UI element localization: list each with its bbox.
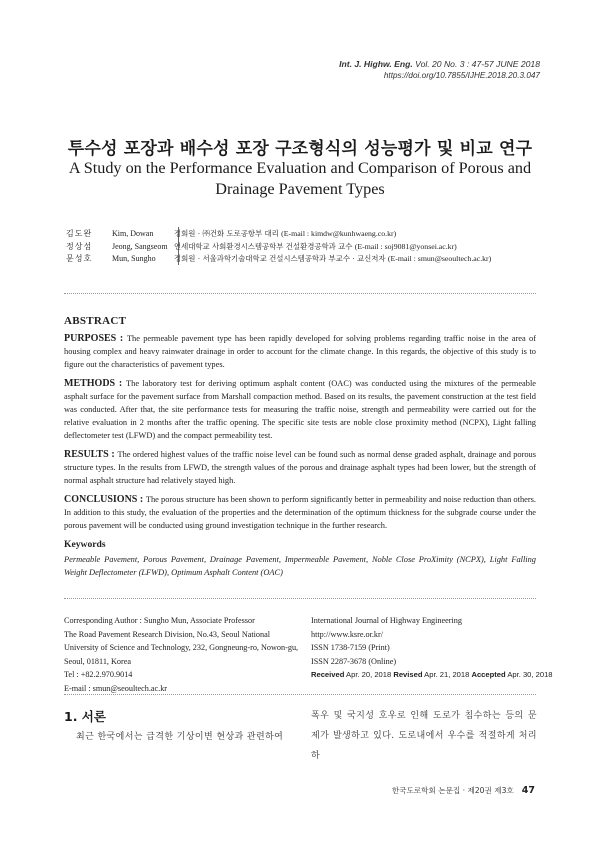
purposes-label: PURPOSES : — [64, 333, 127, 344]
author-affiliation — [168, 241, 457, 254]
author-row — [66, 241, 491, 254]
methods-paragraph — [64, 377, 536, 442]
correspondence-line: The Road Pavement Research Division, No.43, Seoul National — [64, 629, 271, 639]
korean-title: 투수성 포장과 배수성 포장 구조형식의 성능평가 및 비교 연구 — [67, 139, 533, 159]
correspondence-line: Tel : +82.2.970.9014 — [64, 670, 133, 679]
author-name-english: Mun, Sungho — [112, 254, 156, 263]
doi-link[interactable]: https://doi.org/10.7855/IJHE.2018.20.3.047 — [383, 71, 540, 80]
methods-label: METHODS : — [64, 378, 127, 389]
english-title: A Study on the Performance Evaluation and Comparison of Porous and Drainage Pavement Types — [68, 159, 532, 198]
revised-label: Revised — [393, 670, 423, 679]
purposes-text: The permeable pavement type has been rapidly developed for solving problems regarding traffic noise in the area of housing complex and heavy rainwater drainage in order to account for the climate change. In this regards, the objective of this study is to figure out the characteristics of pavement types. — [64, 334, 537, 369]
journal-name: International Journal of Highway Engineering — [311, 616, 462, 625]
correspondence-info — [64, 614, 304, 695]
author-affiliation — [168, 228, 396, 241]
author-affiliation — [168, 253, 491, 266]
purposes-paragraph — [64, 332, 536, 371]
issn-print: ISSN 1738-7159 (Print) — [311, 643, 390, 652]
divider-bottom — [64, 694, 536, 695]
author-name-korean: 정상섬 — [66, 241, 93, 251]
submission-dates — [311, 668, 551, 682]
journal-abbreviation: Int. J. Highw. Eng. — [339, 59, 413, 69]
correspondence-line: Corresponding Author : Sungho Mun, Associate Professor — [64, 616, 255, 625]
volume-info: Vol. 20 No. 3 : 47-57 JUNE 2018 — [415, 59, 540, 69]
author-email[interactable]: (E-mail : smun@seoultech.ac.kr) — [387, 254, 492, 263]
author-email[interactable]: (E-mail : kimdw@kunhwaeng.co.kr) — [281, 229, 397, 238]
keywords-heading: Keywords — [64, 539, 106, 550]
divider-top — [64, 293, 536, 294]
journal-url[interactable]: http://www.ksre.or.kr/ — [311, 629, 384, 639]
journal-reference — [339, 58, 540, 82]
conclusions-text: The porous structure has been shown to perform significantly better in permeability and noise reduction than others. In addition to this study, the evaluation of the properties and the determination of the optimum thickness for the subgrade course under the porous pavement will be conducted using ground investigation technique in the further research. — [64, 495, 536, 530]
page-number: 47 — [521, 785, 535, 796]
author-name-english: Kim, Dowan — [112, 229, 154, 238]
body-text-left-column: 최근 한국에서는 급격한 기상이변 현상과 관련하여 — [76, 732, 284, 742]
abstract-heading: ABSTRACT — [64, 315, 127, 327]
received-date: Apr. 20, 2018 — [344, 670, 394, 679]
conclusions-paragraph — [64, 493, 536, 532]
divider-middle — [64, 598, 536, 599]
results-paragraph — [64, 448, 536, 487]
section-heading: 1. 서론 — [64, 709, 106, 724]
author-email[interactable]: (E-mail : soj9081@yonsei.ac.kr) — [354, 241, 457, 251]
author-name-korean: 문성호 — [66, 254, 93, 263]
footer-journal-name: 한국도로학회 논문집 · 제20권 제3호 — [391, 786, 514, 795]
journal-info — [311, 614, 551, 682]
page-footer — [392, 785, 535, 796]
author-row — [66, 253, 491, 266]
affiliation-text: 연세대학교 사회환경시스템공학부 건설환경공학과 교수 — [174, 241, 355, 251]
affiliation-text: 정회원 · 서울과학기술대학교 건설시스템공학과 부교수 · 교신저자 — [174, 254, 388, 263]
affiliation-text: 정회원 · ㈜건화 도로공항부 대리 — [174, 229, 282, 238]
body-text-right-column: 폭우 및 국지성 호우로 인해 도로가 침수하는 등의 문제가 발생하고 있다. 도로내에서 우수를 적절하게 처리하 — [311, 711, 537, 761]
author-name-korean: 김도완 — [66, 229, 93, 238]
conclusions-label: CONCLUSIONS : — [64, 494, 146, 505]
author-row — [66, 228, 491, 241]
journal-volume-line — [339, 58, 540, 70]
keywords-text: Permeable Pavement, Porous Pavement, Drainage Pavement, Impermeable Pavement, Noble Close ProXimity (NCPX), Light Falling Weight Deflectometer (LFWD), Optimum Asphalt Content (OAC) — [64, 555, 536, 577]
correspondence-email[interactable]: E-mail : smun@seoultech.ac.kr — [64, 683, 168, 693]
methods-text: The laboratory test for deriving optimum asphalt content (OAC) was conducted using the mixtures of the permeable asphalt surface for the pavement surface from Marshall compaction method. Based on its results, the pavement construction at the test field was conducted. After that, the site performance tests for measuring the traffic noise, strength and permeability were carried out for the relative evaluation in 2 months after the traffic opening. The specific site tests are noble close proximity method (NCPX), Light falling deflectometer test (LFWD) and the compact permeability test. — [64, 379, 536, 440]
author-list — [66, 228, 491, 266]
results-label: RESULTS : — [64, 449, 118, 460]
correspondence-line: Seoul, 01811, Korea — [64, 656, 132, 666]
accepted-date: Apr. 30, 2018 — [505, 670, 553, 679]
results-text: The ordered highest values of the traffic noise level can be found such as normal dense graded asphalt, drainage and porous structure types. In the results from LFWD, the strength values of the porous and drainage asphalt types had been lower, but the strength of normal asphalt structure had relatively stayed high. — [64, 450, 537, 485]
author-name-english: Jeong, Sangseom — [112, 241, 168, 251]
issn-online: ISSN 2287-3678 (Online) — [311, 656, 397, 666]
revised-date: Apr. 21, 2018 — [422, 670, 472, 679]
correspondence-line: University of Science and Technology, 232, Gongneung-ro, Nowon-gu, — [64, 643, 299, 652]
received-label: Received — [311, 670, 345, 679]
abstract-block — [64, 315, 536, 579]
accepted-label: Accepted — [471, 670, 506, 679]
